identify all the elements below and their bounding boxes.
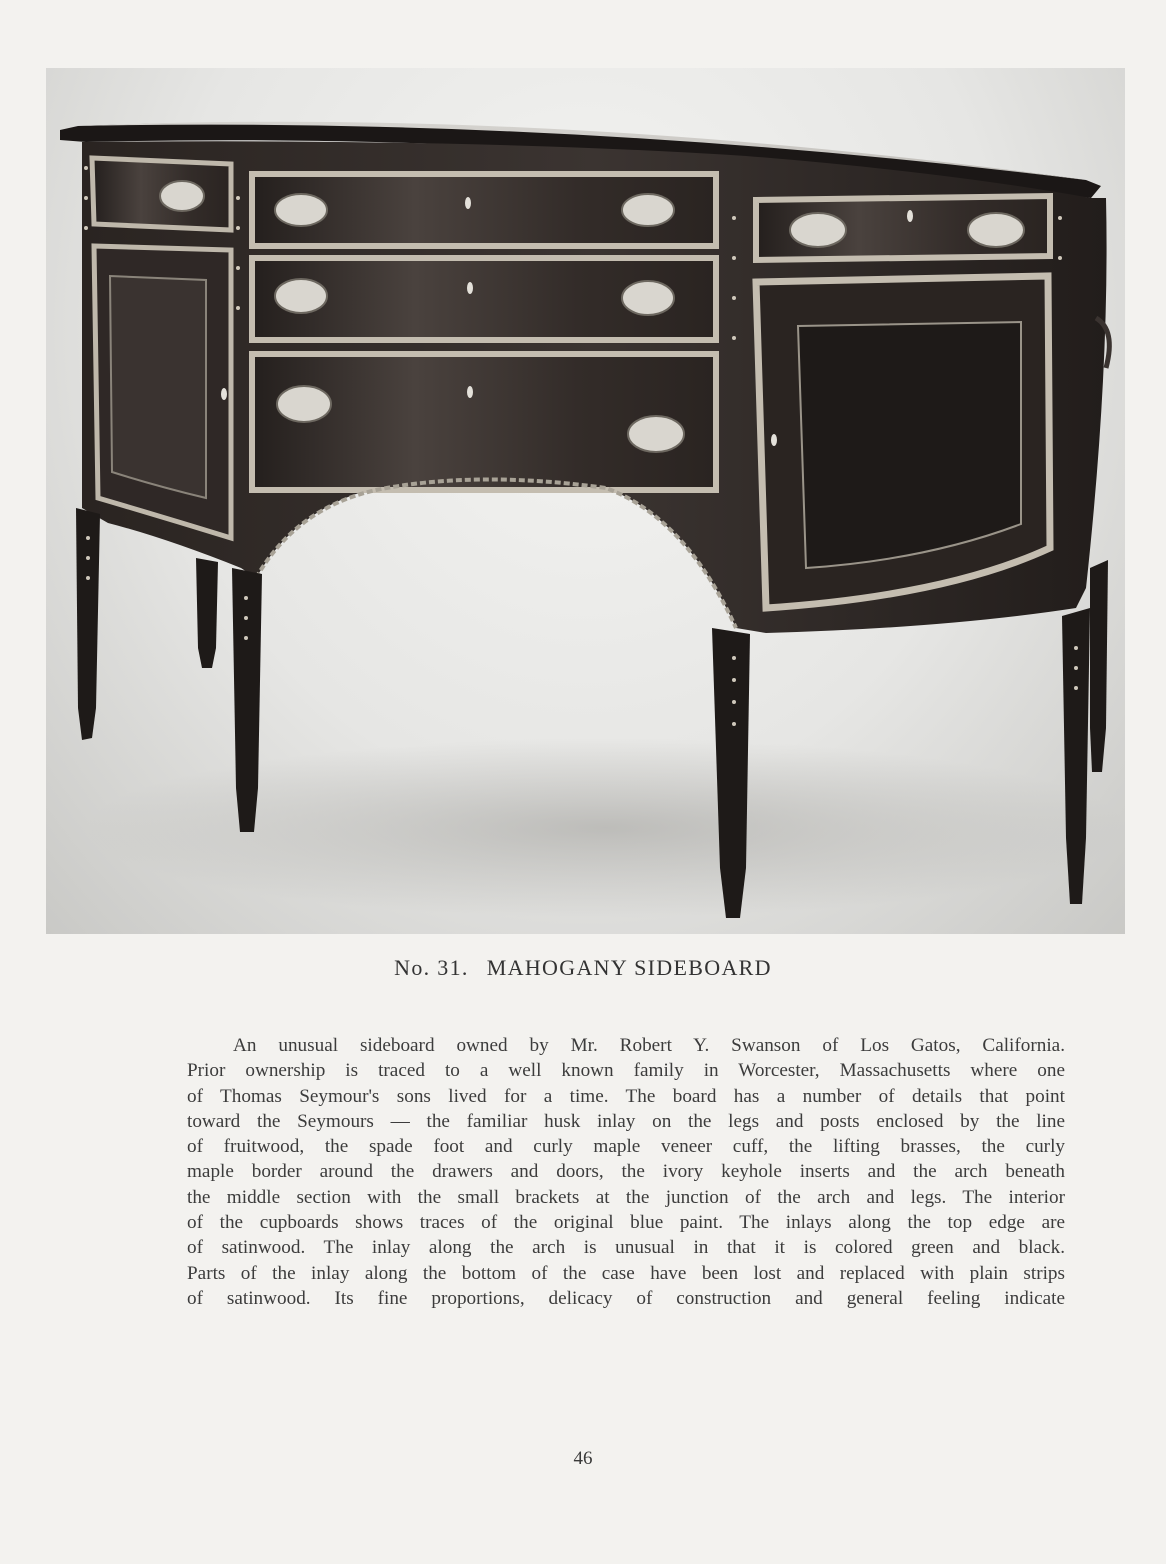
- caption-title: MAHOGANY SIDEBOARD: [486, 955, 772, 980]
- paragraph-line: Prior ownership is traced to a well known family in Worcester, Massachusetts where one: [187, 1060, 1065, 1082]
- figure-caption: [0, 955, 1166, 981]
- paragraph-line: of satinwood. Its fine proportions, delicacy of construction and general feeling indicate: [187, 1287, 1065, 1309]
- paragraph-line: the middle section with the small brackets at the junction of the arch and legs. The interior: [187, 1186, 1065, 1208]
- paragraph-line: maple border around the drawers and doors, the ivory keyhole inserts and the arch beneath: [187, 1161, 1065, 1183]
- paragraph-line: of fruitwood, the spade foot and curly maple veneer cuff, the lifting brasses, the curly: [187, 1136, 1065, 1158]
- paragraph-line: toward the Seymours — the familiar husk inlay on the legs and posts enclosed by the line: [187, 1110, 1065, 1132]
- paragraph-line: An unusual sideboard owned by Mr. Robert Y. Swanson of Los Gatos, California.: [233, 1035, 1065, 1056]
- paragraph-line: of satinwood. The inlay along the arch is unusual in that it is colored green and black.: [187, 1237, 1065, 1259]
- paragraph-line: of the cupboards shows traces of the original blue paint. The inlays along the top edge are: [187, 1212, 1065, 1234]
- sideboard-photograph: [46, 68, 1125, 934]
- paragraph-line: Parts of the inlay along the bottom of the case have been lost and replaced with plain strips: [187, 1262, 1065, 1284]
- page-number: 46: [573, 1448, 593, 1469]
- caption-number: No. 31.: [394, 955, 469, 980]
- mahogany-sideboard-image: [46, 68, 1125, 934]
- description-paragraph: [187, 1033, 1065, 1311]
- paragraph-line: of Thomas Seymour's sons lived for a time. The board has a number of details that point: [187, 1085, 1065, 1107]
